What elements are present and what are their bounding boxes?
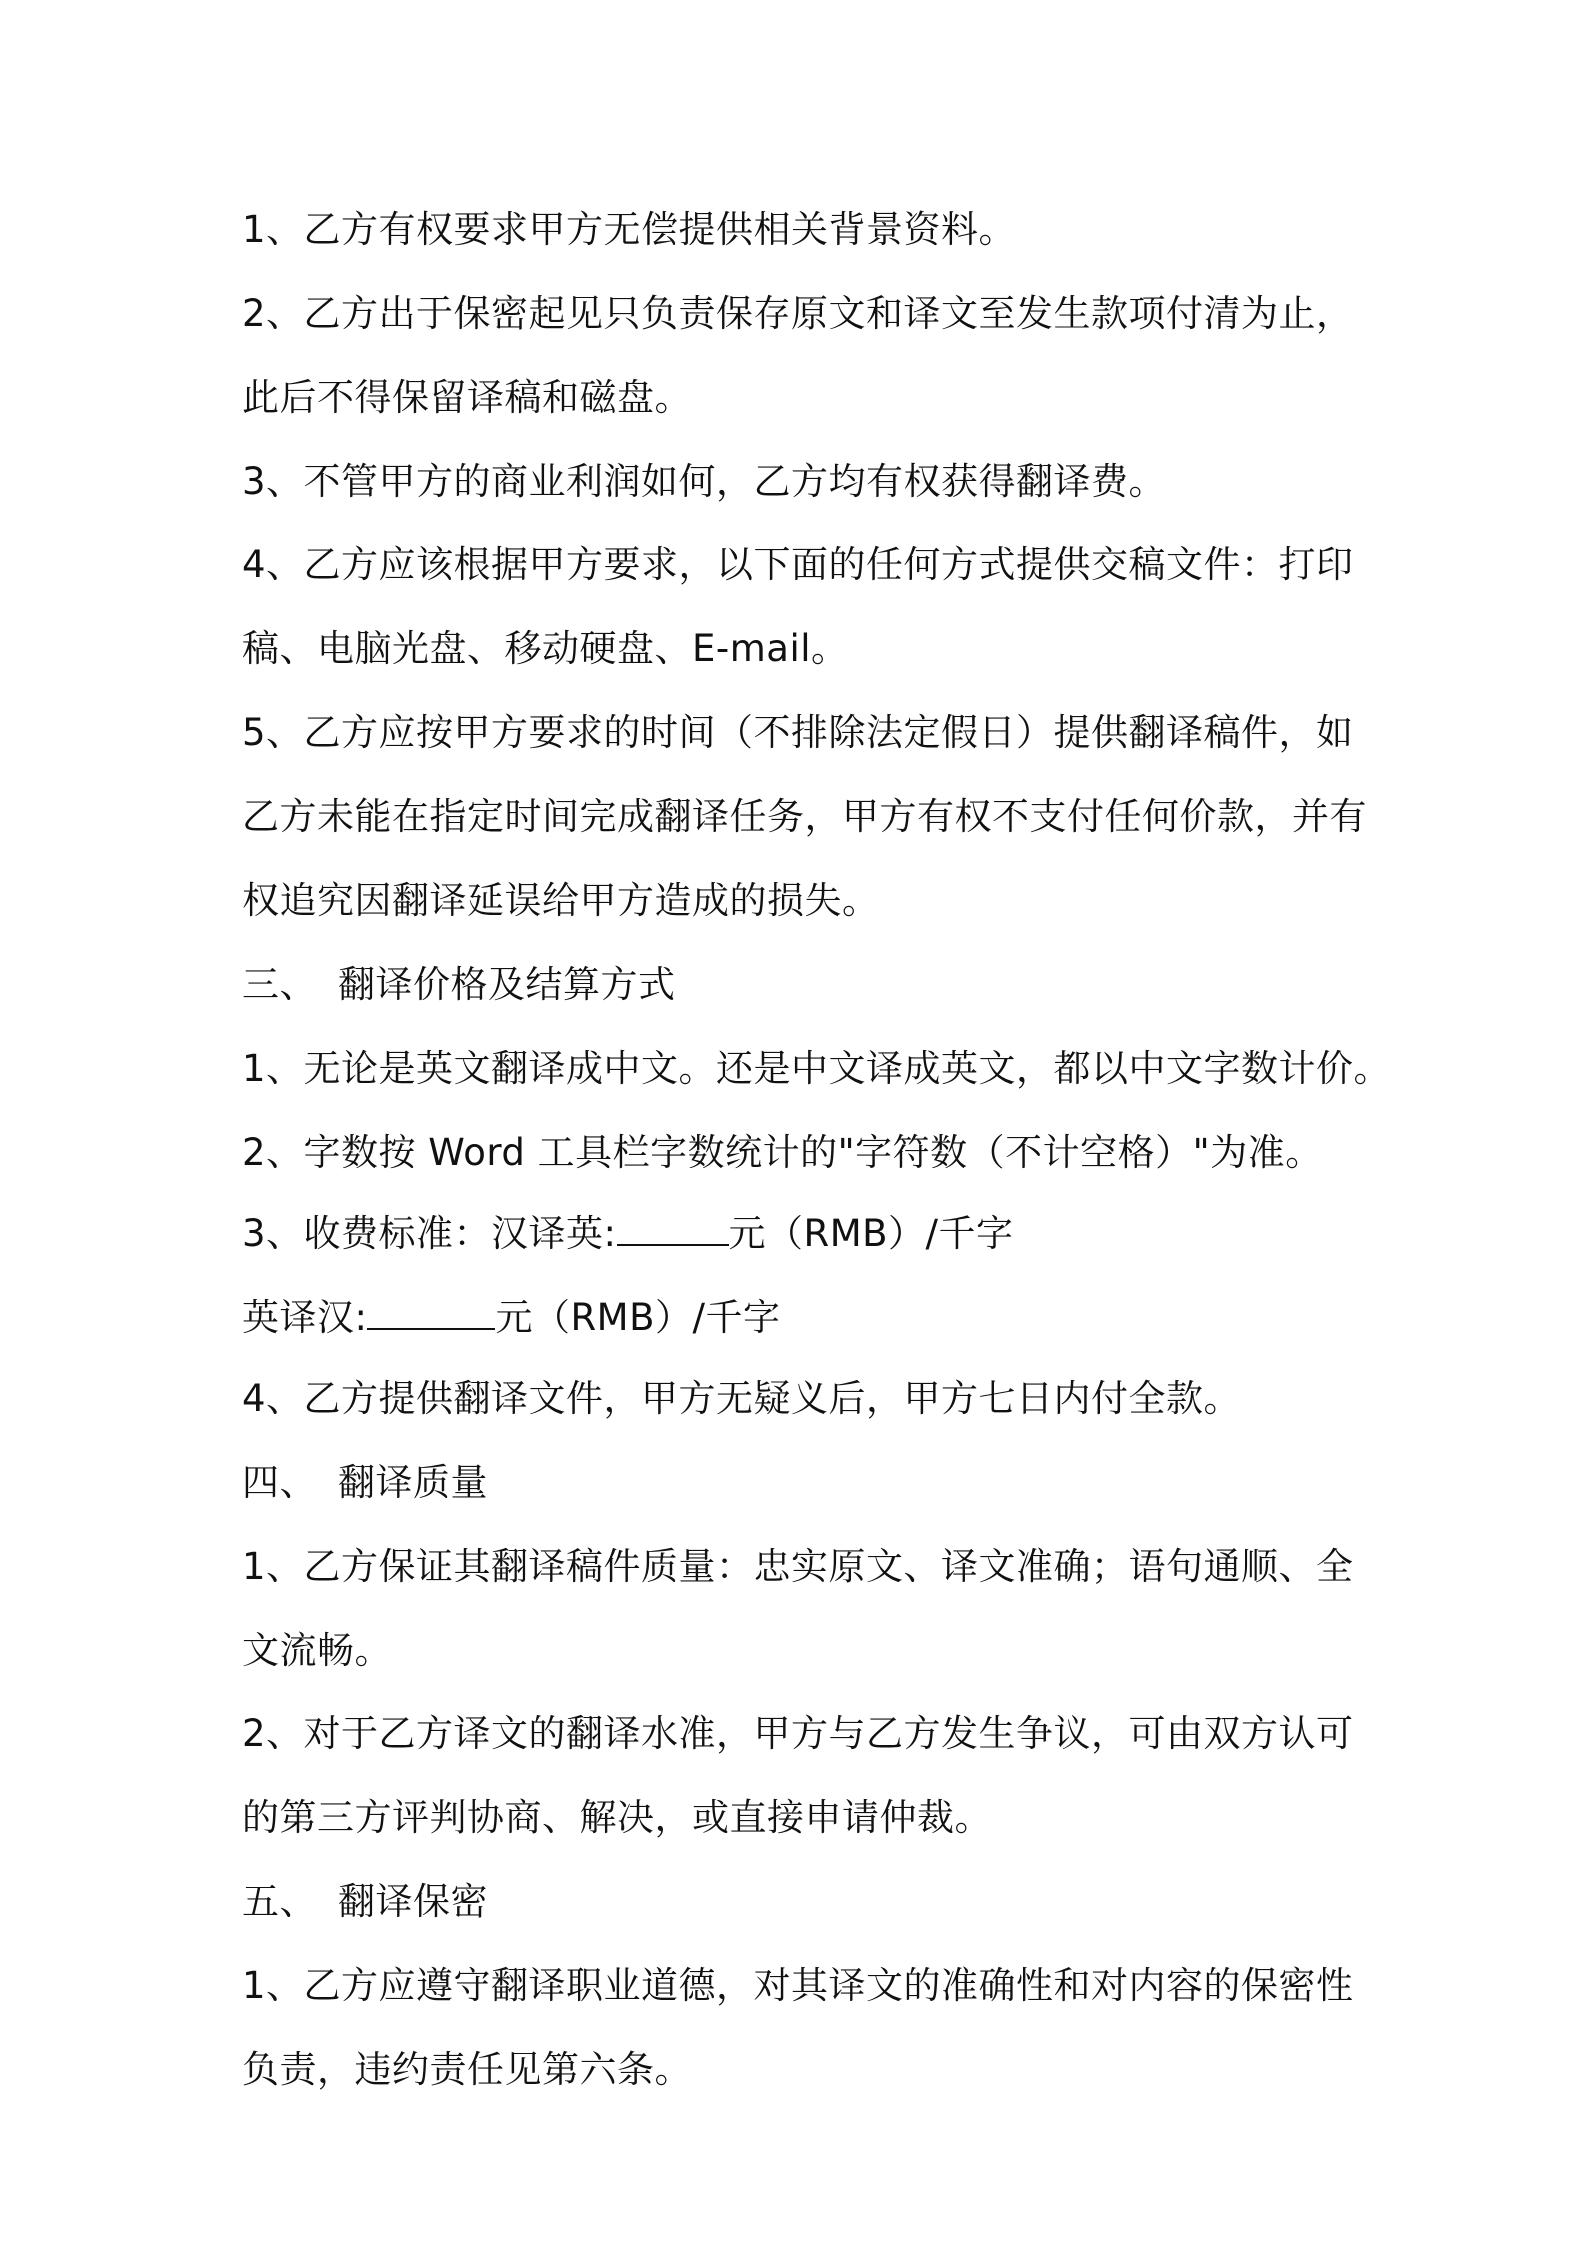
section-number: 三、	[242, 963, 317, 1006]
section-title: 翻译质量	[338, 1461, 488, 1504]
clause-2-4-line2: 稿、电脑光盘、移动硬盘、E-mail。	[242, 627, 849, 670]
fee-label-en-cn: 英译汉:	[242, 1296, 368, 1339]
fee-unit-cn-en: 元（RMB）/千字	[728, 1212, 1014, 1255]
section-heading-five	[242, 1877, 1362, 1927]
fee-unit-en-cn: 元（RMB）/千字	[495, 1296, 781, 1339]
clause-2-5-line1: 5、乙方应按甲方要求的时间（不排除法定假日）提供翻译稿件，如	[242, 711, 1354, 754]
clause-3-1: 1、无论是英文翻译成中文。还是中文译成英文，都以中文字数计价。	[242, 1047, 1392, 1090]
clause-3-4: 4、乙方提供翻译文件，甲方无疑义后，甲方七日内付全款。	[242, 1377, 1242, 1420]
section-title: 翻译价格及结算方式	[338, 963, 676, 1006]
section-title: 翻译保密	[338, 1880, 488, 1923]
clause-4-1-line2: 文流畅。	[242, 1629, 392, 1672]
clause-2-5-line2: 乙方未能在指定时间完成翻译任务，甲方有权不支付任何价款，并有	[242, 795, 1367, 838]
section-heading-four	[242, 1458, 1362, 1508]
clause-3-3-line2	[242, 1290, 1362, 1340]
section-heading-three	[242, 960, 1362, 1010]
clause-3-2: 2、字数按 Word 工具栏字数统计的"字符数（不计空格）"为准。	[242, 1131, 1323, 1174]
clause-2-2-line1: 2、乙方出于保密起见只负责保存原文和译文至发生款项付清为止，	[242, 292, 1354, 335]
clause-2-1: 1、乙方有权要求甲方无偿提供相关背景资料。	[242, 208, 1017, 251]
section-number: 五、	[242, 1880, 317, 1923]
clause-2-3: 3、不管甲方的商业利润如何，乙方均有权获得翻译费。	[242, 460, 1167, 503]
section-number: 四、	[242, 1461, 317, 1504]
clause-2-5-line3: 权追究因翻译延误给甲方造成的损失。	[242, 879, 880, 922]
clause-3-3-line1	[242, 1206, 1362, 1256]
clause-5-1-line1: 1、乙方应遵守翻译职业道德，对其译文的准确性和对内容的保密性	[242, 1964, 1354, 2007]
fee-blank-en-cn	[367, 1290, 495, 1330]
clause-2-2-line2: 此后不得保留译稿和磁盘。	[242, 376, 692, 419]
clause-4-2-line2: 的第三方评判协商、解决，或直接申请仲裁。	[242, 1796, 992, 1839]
clause-2-4-line1: 4、乙方应该根据甲方要求，以下面的任何方式提供交稿文件：打印	[242, 543, 1354, 586]
fee-label-cn-en: 3、收费标准：汉译英:	[242, 1212, 617, 1255]
clause-4-2-line1: 2、对于乙方译文的翻译水准，甲方与乙方发生争议，可由双方认可	[242, 1712, 1354, 1755]
clause-5-1-line2: 负责，违约责任见第六条。	[242, 2048, 692, 2091]
clause-4-1-line1: 1、乙方保证其翻译稿件质量：忠实原文、译文准确；语句通顺、全	[242, 1545, 1354, 1588]
fee-blank-cn-en	[617, 1206, 729, 1246]
